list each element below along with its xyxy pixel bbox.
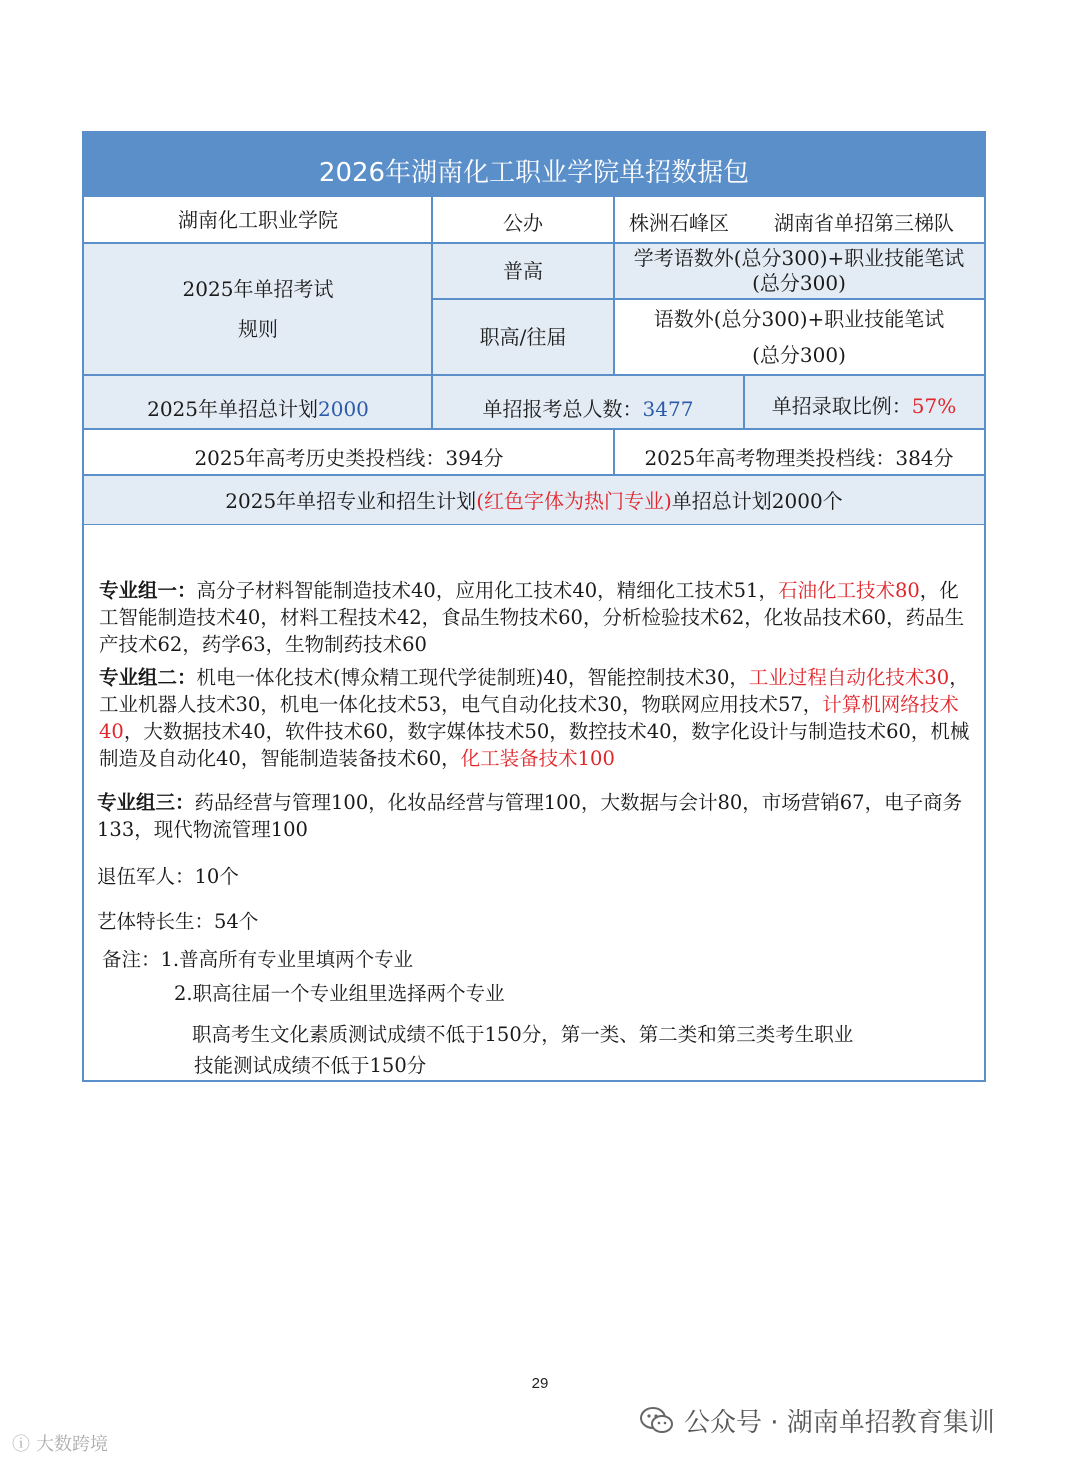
- zhigao-exam-cell: [614, 299, 984, 375]
- plan-header-cell: [84, 475, 984, 525]
- school-name-cell: [84, 197, 432, 243]
- zhigao-label-cell: [432, 299, 614, 375]
- note-3-line2: 技能测试成绩不低于150分: [194, 1054, 427, 1077]
- group2-hot-c: 化工装备技术100: [460, 747, 615, 770]
- zhigao-exam-line1: 语数外(总分300)+职业技能笔试: [653, 307, 945, 331]
- ratio-cell: [744, 375, 984, 429]
- history-cutoff: 2025年高考历史类投档线：394分: [194, 445, 504, 470]
- tier-cell: [744, 197, 984, 243]
- history-cutoff-cell: [84, 429, 614, 475]
- wechat-icon: [640, 1406, 674, 1436]
- divider: [432, 298, 984, 300]
- rules-label-line1: 2025年单招考试: [182, 277, 334, 301]
- watermark-right: [640, 1402, 995, 1439]
- putong-exam-cell: [614, 243, 984, 299]
- plan-value: 2000: [318, 396, 369, 421]
- ownership-cell: [432, 197, 614, 243]
- divider: [613, 429, 615, 475]
- ratio-label: 单招录取比例：: [771, 393, 912, 418]
- plan-label: 2025年单招总计划: [147, 396, 318, 421]
- group2-text-a: 机电一体化技术(博众精工现代学徒制班)40，智能控制技术30，: [196, 666, 749, 689]
- divider: [743, 375, 745, 429]
- divider: [84, 474, 984, 476]
- zhigao-label: 职高/往届: [479, 324, 567, 349]
- group1-hot-a: 石油化工技术80: [777, 579, 920, 602]
- divider: [84, 428, 984, 430]
- watermark-left: [12, 1430, 108, 1456]
- ownership-type: 公办: [503, 210, 543, 235]
- group3-label: 专业组三：: [97, 791, 195, 814]
- plan-header-after: 单招总计划2000个: [671, 488, 843, 513]
- note-3-line1: 职高考生文化素质测试成绩不低于150分，第一类、第二类和第三类考生职业: [192, 1023, 854, 1046]
- page-number: 29: [531, 1375, 549, 1392]
- school-tier: 湖南省单招第三梯队: [774, 210, 954, 235]
- sheet-title: 2026年湖南化工职业学院单招数据包: [84, 133, 984, 197]
- physics-cutoff-cell: [614, 429, 984, 475]
- plan-header-hot: (红色字体为热门专业): [476, 488, 672, 513]
- arts-quota: 艺体特长生：54个: [97, 910, 259, 933]
- data-sheet: [82, 131, 986, 1082]
- ratio-value: 57%: [911, 393, 957, 418]
- group1-paragraph: [99, 577, 974, 658]
- applicants-value: 3477: [642, 396, 694, 421]
- applicants-cell: [432, 375, 744, 429]
- group2-hot-b: 计算机网络技术40: [99, 693, 959, 743]
- putong-label-cell: [432, 243, 614, 299]
- divider: [613, 197, 615, 243]
- school-location: 株洲石峰区: [629, 210, 729, 235]
- group2-paragraph: [99, 664, 974, 772]
- note-2: 2.职高往届一个专业组里选择两个专业: [174, 982, 505, 1005]
- watermark-logo-icon: ⓘ: [12, 1434, 30, 1455]
- group2-text-b: ，工业机器人技术30，机电一体化技术53，电气自动化技术30，物联网应用技术57，: [99, 666, 969, 716]
- veterans-quota: 退伍军人：10个: [97, 865, 239, 888]
- location-cell: [614, 197, 744, 243]
- watermark-right-text: 公众号 · 湖南单招教育集训: [684, 1408, 995, 1438]
- putong-exam: 学考语数外(总分300)+职业技能笔试(总分300): [633, 246, 965, 295]
- divider: [84, 242, 984, 244]
- divider: [613, 243, 615, 375]
- group1-label: 专业组一：: [99, 579, 197, 602]
- applicants-label: 单招报考总人数：: [482, 396, 643, 421]
- physics-cutoff: 2025年高考物理类投档线：384分: [644, 445, 954, 470]
- group3-text: 药品经营与管理100，化妆品经营与管理100，大数据与会计80，市场营销67，电子商务133，现代物流管理100: [97, 791, 963, 841]
- rules-label-cell: [84, 243, 432, 375]
- group2-text-c: ，大数据技术40，软件技术60，数字媒体技术50，数控技术40，数字化设计与制造技术60，机械制造及自动化40，智能制造装备技术60，: [99, 720, 970, 770]
- watermark-left-text: 大数跨境: [36, 1434, 108, 1455]
- group2-label: 专业组二：: [99, 666, 197, 689]
- school-name: 湖南化工职业学院: [178, 207, 338, 232]
- putong-label: 普高: [503, 258, 543, 283]
- group1-text-a: 高分子材料智能制造技术40，应用化工技术40，精细化工技术51，: [196, 579, 778, 602]
- group3-paragraph: [97, 789, 972, 843]
- note-1: 备注：1.普高所有专业里填两个专业: [102, 948, 414, 971]
- plan-body: [84, 525, 984, 1080]
- zhigao-exam-line2: (总分300): [752, 343, 846, 367]
- group1-text-b: ，化工智能制造技术40，材料工程技术42，食品生物技术60，分析检验技术62，化妆品技术60，药品生产技术62，药学63，生物制药技术60: [99, 579, 965, 656]
- group2-hot-a: 工业过程自动化技术30: [748, 666, 950, 689]
- divider: [431, 197, 433, 429]
- rules-label-line2: 规则: [238, 317, 278, 341]
- divider: [84, 374, 984, 376]
- plan-cell: [84, 375, 432, 429]
- plan-header-before: 2025年单招专业和招生计划: [225, 488, 477, 513]
